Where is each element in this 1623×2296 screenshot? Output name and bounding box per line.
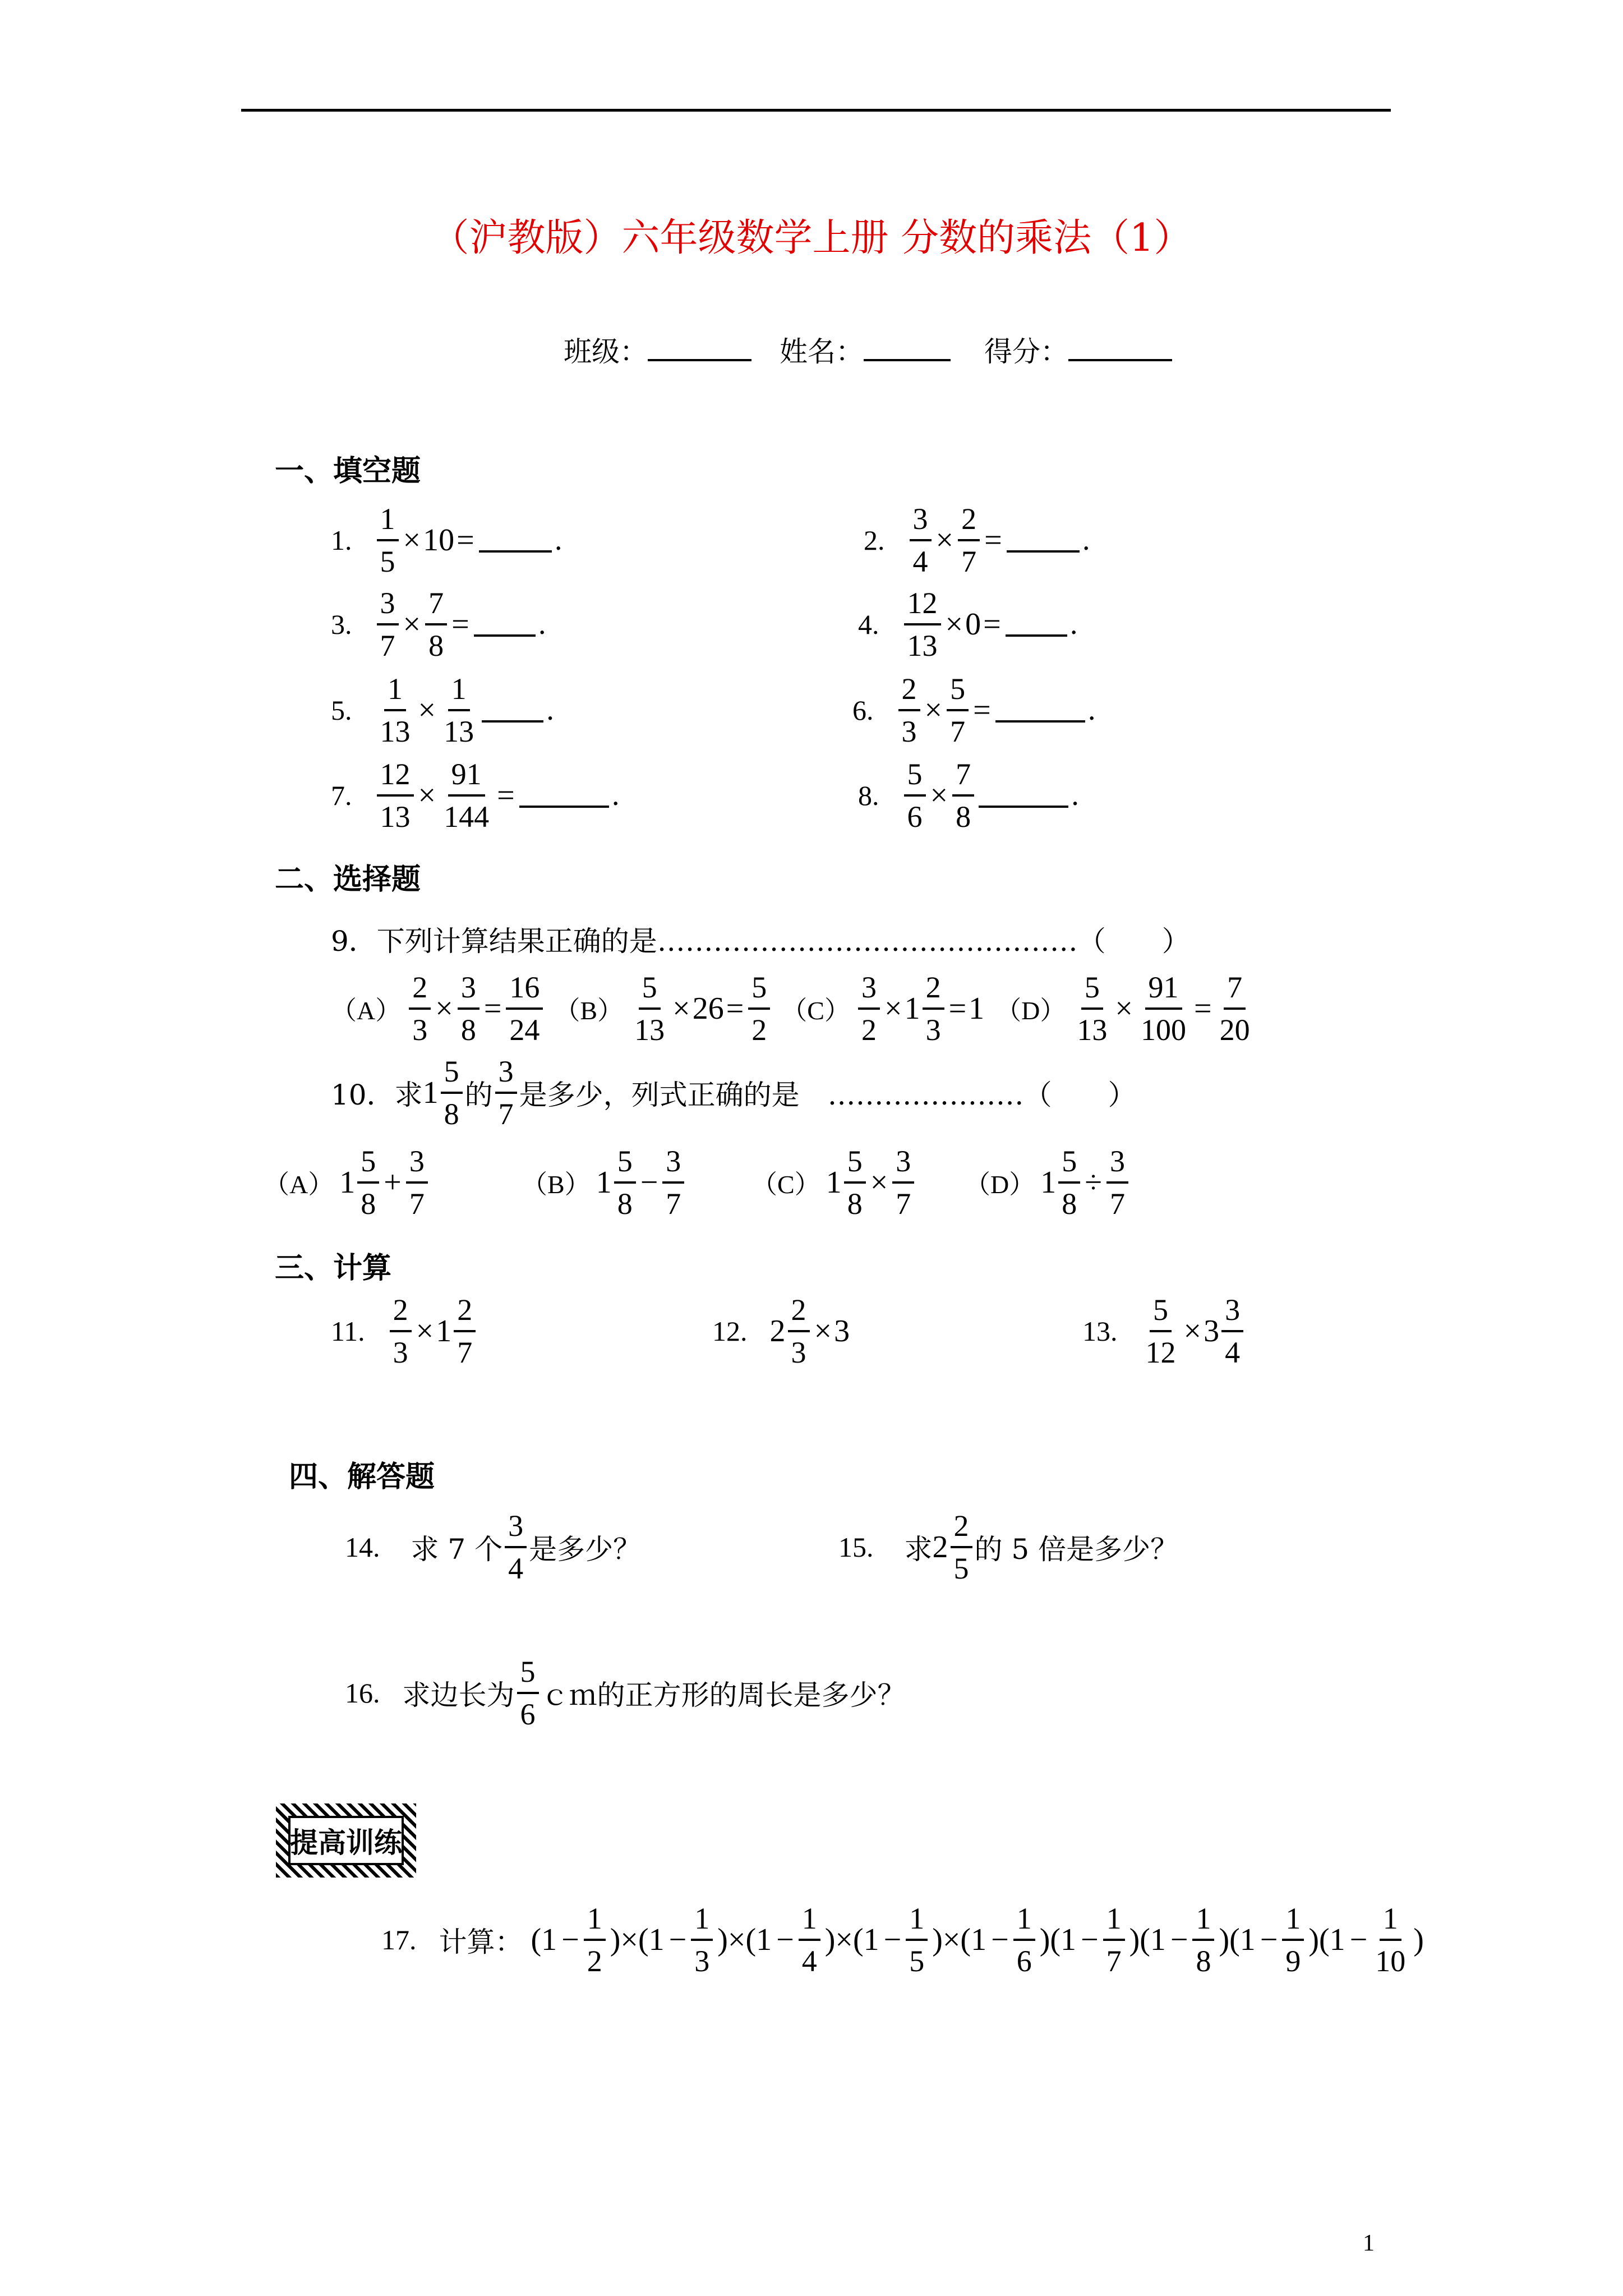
fraction: $\frac{2}{3}$ — [898, 672, 920, 748]
question-2: 2. $\frac{3}{4}$ × $\frac{2}{7}$ = . — [864, 502, 1091, 578]
question-7: 7. $\frac{12}{13}$ × $\frac{91}{144}$ = . — [331, 757, 620, 834]
question-10-option-a: （A） 1 $\frac{5}{8}$ + $\frac{3}{7}$ — [264, 1144, 430, 1221]
question-5: 5. $\frac{1}{13}$ × $\frac{1}{13}$ . — [331, 672, 555, 748]
option-b-label: （B） — [554, 996, 624, 1025]
answer-blank — [482, 698, 543, 723]
question-9-stem: 9．下列计算结果正确的是………………………………………（ ） — [331, 925, 1190, 958]
class-field — [564, 330, 751, 369]
question-3: 3. $\frac{3}{7}$ × $\frac{7}{8}$ = . — [331, 586, 547, 662]
fraction: $\frac{3}{7}$ — [377, 586, 399, 662]
score-field — [984, 330, 1172, 369]
question-number: 4. — [858, 609, 879, 640]
page-title: （沪教版）六年级数学上册 分数的乘法（1） — [431, 216, 1192, 260]
question-number: 8. — [858, 780, 879, 811]
question-8: 8. $\frac{5}{6}$ × $\frac{7}{8}$ . — [858, 757, 1080, 834]
option-c-label: （C） — [781, 996, 850, 1025]
question-number: 5. — [331, 694, 352, 726]
question-10-option-b: （B） 1 $\frac{5}{8}$ − $\frac{3}{7}$ — [522, 1144, 686, 1221]
question-11: 11. $\frac{2}{3}$ × 1 $\frac{2}{7}$ — [331, 1293, 478, 1369]
question-number: 7. — [331, 780, 352, 811]
class-label: 班级： — [564, 335, 648, 368]
answer-blank — [1007, 528, 1080, 553]
fraction: $\frac{1}{5}$ — [377, 502, 399, 578]
name-field — [780, 330, 951, 369]
name-blank — [864, 330, 951, 361]
fraction: $\frac{12}{13}$ — [904, 586, 941, 662]
question-number: 2. — [864, 524, 885, 556]
option-d-label: （D） — [995, 996, 1066, 1025]
answer-blank — [995, 698, 1085, 723]
name-label: 姓名： — [780, 335, 864, 368]
question-13: 13. $\frac{5}{12}$ × 3 $\frac{3}{4}$ — [1082, 1293, 1246, 1369]
question-15: 15. 求 2 $\frac{2}{5}$ 的 5 倍是多少？ — [838, 1509, 1179, 1585]
fraction: $\frac{5}{7}$ — [947, 672, 969, 748]
question-14: 14. 求 7 个 $\frac{3}{4}$ 是多少？ — [345, 1509, 642, 1585]
question-4: 4. $\frac{12}{13}$ × 0 = . — [858, 586, 1078, 662]
fraction: $\frac{91}{144}$ — [444, 757, 490, 834]
fraction: $\frac{5}{6}$ — [904, 757, 926, 834]
question-10-option-d: （D） 1 $\frac{5}{8}$ ÷ $\frac{3}{7}$ — [965, 1144, 1131, 1221]
question-16: 16. 求边长为 $\frac{5}{6}$ ｃｍ的正方形的周长是多少？ — [345, 1655, 906, 1731]
score-blank — [1068, 330, 1172, 361]
question-12: 12. 2 $\frac{2}{3}$ × 3 — [712, 1293, 850, 1369]
fraction: $\frac{7}{8}$ — [952, 757, 974, 834]
question-number: 3. — [331, 609, 352, 640]
question-17: 17. 计算： (1 − $\frac{1}{2}$ )×(1 − $\frac{1}{3}$ )×(1 − $\frac{1}{4}$ )×(1 − $\frac{1}{5}$ )×(1 − $\frac{1}{6}$ )(1 − $\frac{1}{7}$ )(1 − $\frac{1}{8}$ )(1 − $\frac{1}{9}$ )(1 − $\frac{1}{10}$ ) — [381, 1902, 1424, 1978]
fraction: $\frac{1}{13}$ — [380, 672, 411, 748]
score-label: 得分： — [984, 335, 1068, 368]
answer-blank — [519, 783, 609, 808]
question-10-option-c: （C） 1 $\frac{5}{8}$ × $\frac{3}{7}$ — [751, 1144, 916, 1221]
header-rule — [241, 109, 1391, 112]
question-10-stem: 10．求 1 $\frac{5}{8}$ 的 $\frac{3}{7}$ 是多少，列式正确的是 …………………（ ） — [331, 1055, 1136, 1131]
answer-blank — [479, 528, 552, 553]
question-number: 1. — [331, 524, 352, 556]
section-choice: 二、选择题 — [275, 862, 421, 896]
section-calculate: 三、计算 — [275, 1251, 392, 1285]
fraction: $\frac{3}{4}$ — [910, 502, 932, 578]
section-fill-blank: 一、填空题 — [275, 454, 421, 488]
fraction: $\frac{7}{8}$ — [425, 586, 447, 662]
improvement-training-badge: 提高训练 — [276, 1803, 416, 1878]
fraction: $\frac{2}{7}$ — [958, 502, 980, 578]
option-a-label: （A） — [331, 996, 402, 1025]
answer-blank — [979, 783, 1068, 808]
question-1: 1. $\frac{1}{5}$ × 10 = . — [331, 502, 563, 578]
answer-blank — [1006, 612, 1067, 637]
fraction: $\frac{12}{13}$ — [377, 757, 414, 834]
question-9-options: （A） $\frac{2}{3}$ × $\frac{3}{8}$ = $\frac{16}{24}$ （B） $\frac{5}{13}$ × 26 = $\frac{5}{2}$ （C） $\frac{3}{2}$ × 1 $\frac{2}{3}$ = 1 （D） $\frac{5}{13}$ × $\frac{91}{100}$ = $\frac{7}{20}$ — [331, 970, 1250, 1047]
page-number: 1 — [1363, 2230, 1375, 2256]
answer-blank — [474, 612, 536, 637]
fraction: $\frac{1}{13}$ — [444, 672, 474, 748]
section-answer: 四、解答题 — [289, 1460, 435, 1494]
class-blank — [648, 330, 751, 361]
question-number: 6. — [852, 694, 874, 726]
question-6: 6. $\frac{2}{3}$ × $\frac{5}{7}$ = . — [852, 672, 1096, 748]
